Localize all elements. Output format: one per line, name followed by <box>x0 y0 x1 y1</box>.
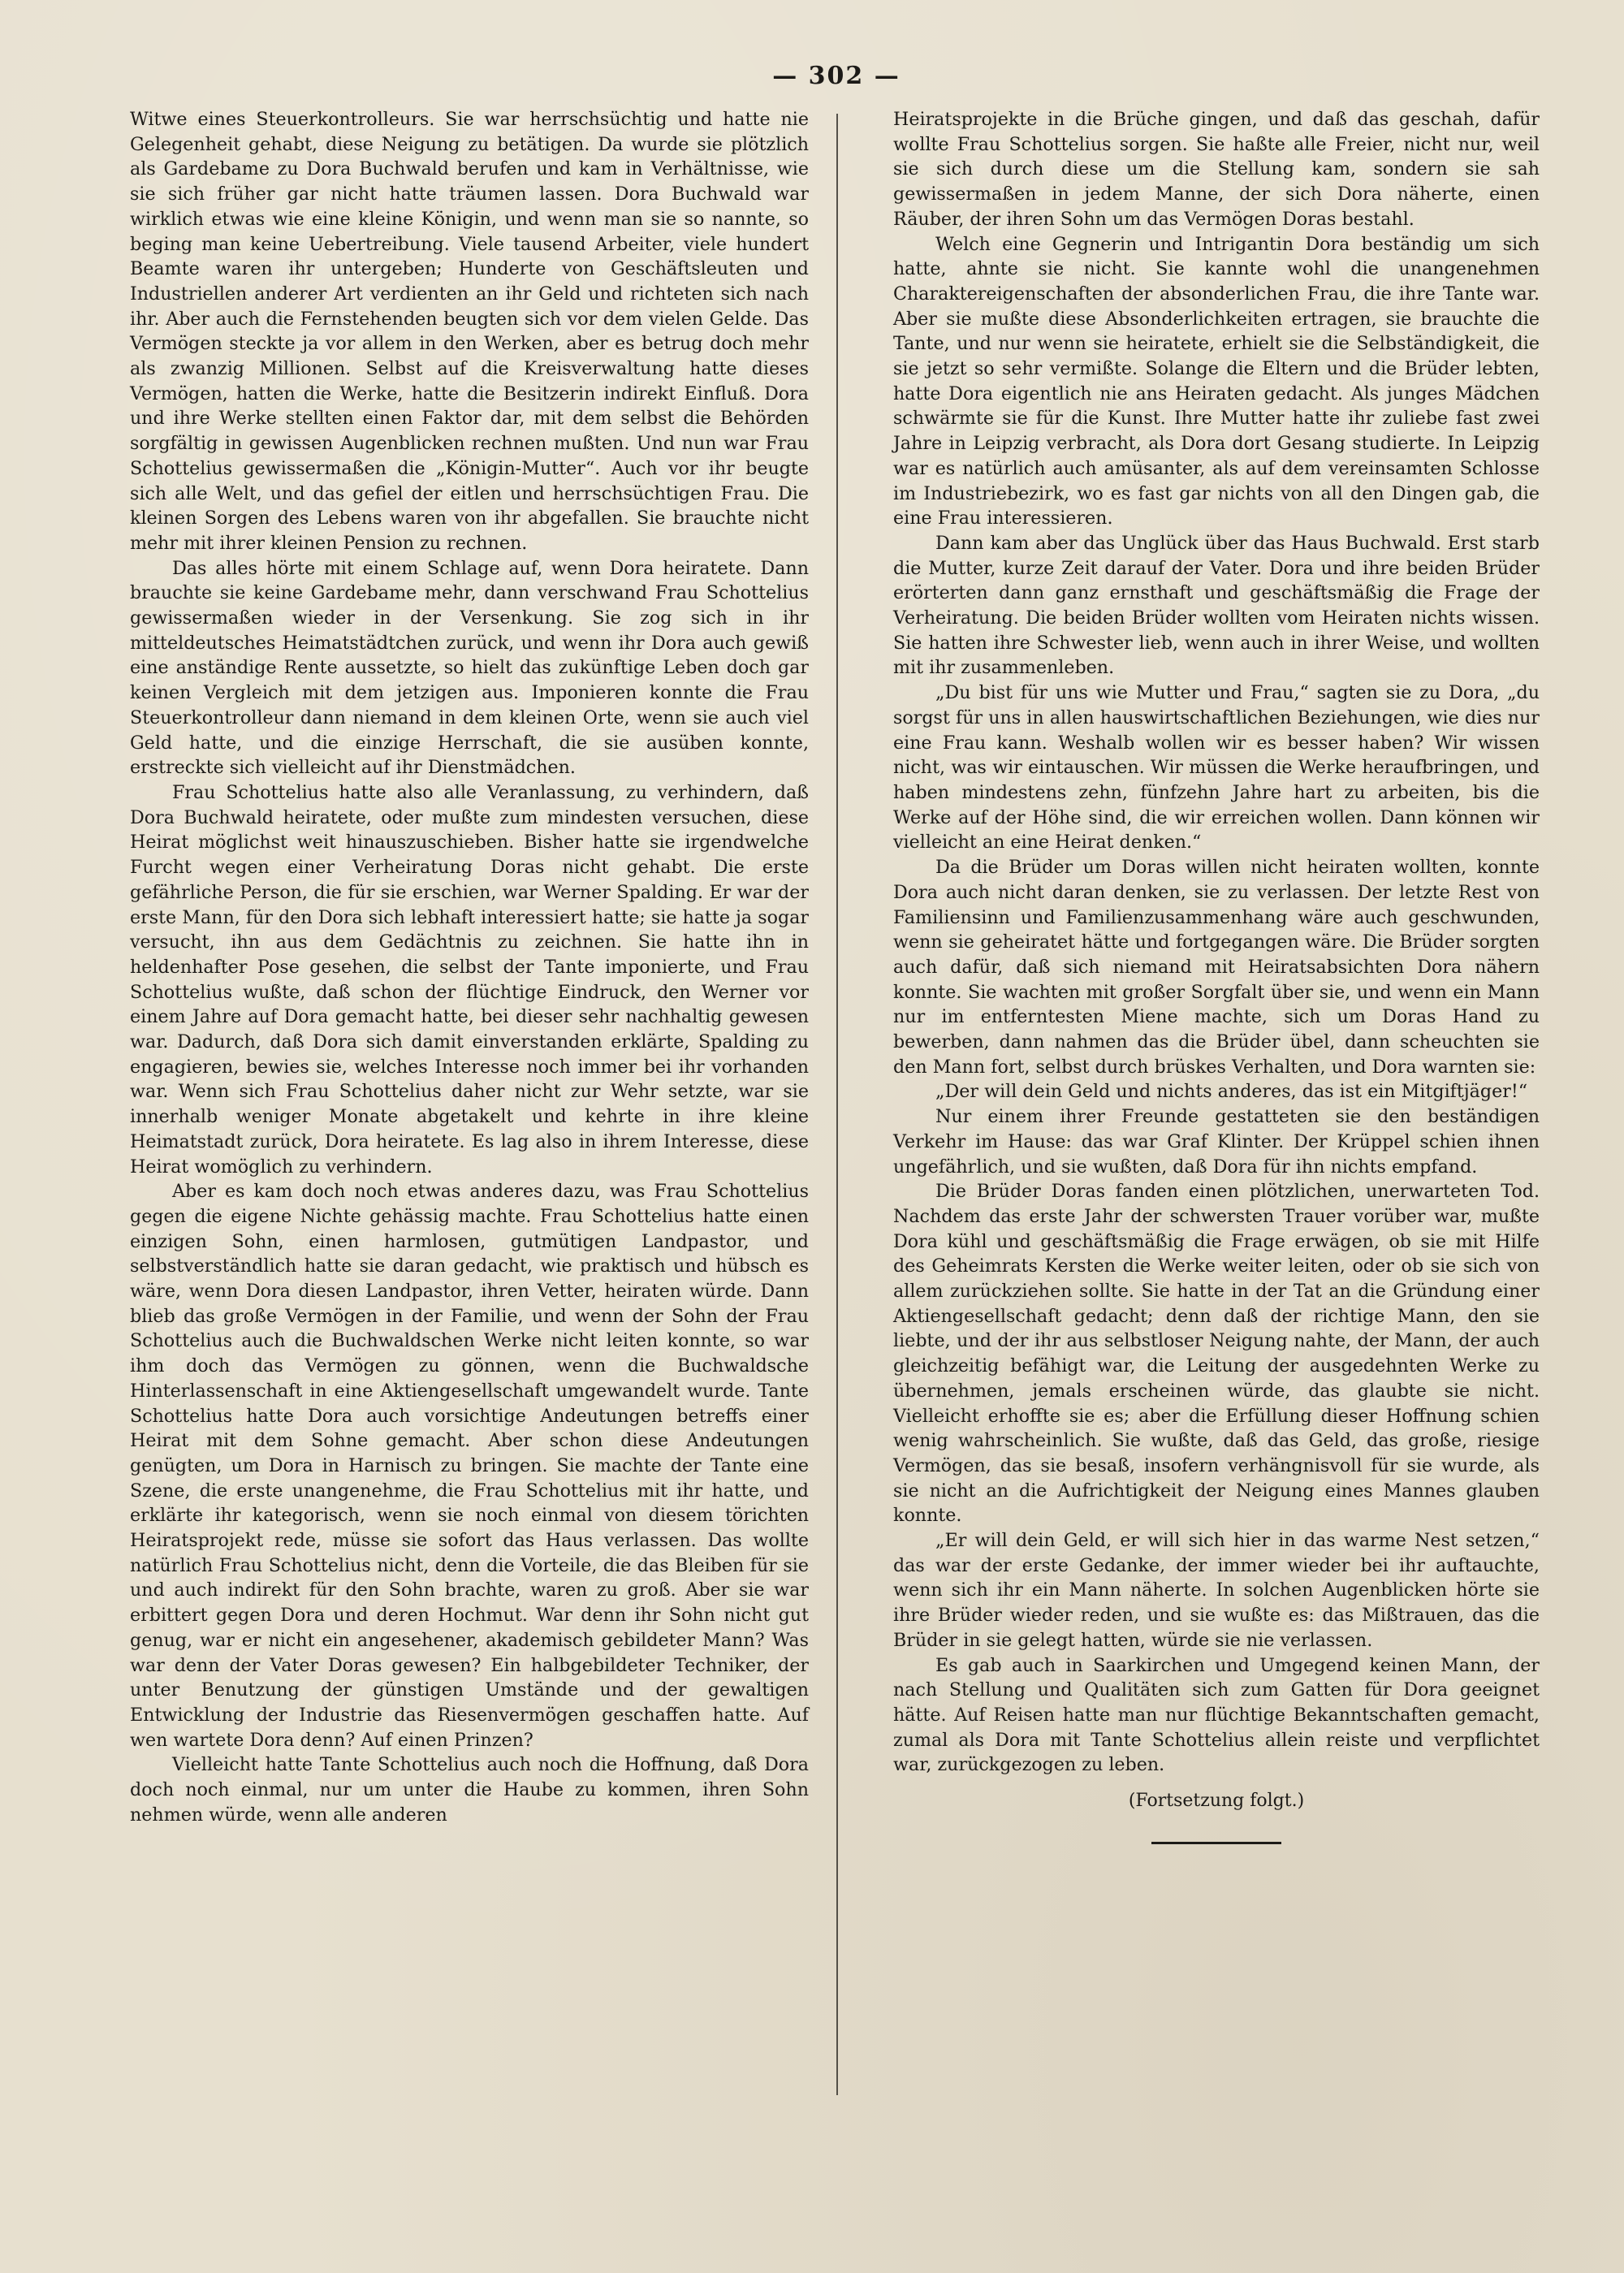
page-number: — 302 — <box>772 62 901 90</box>
column-divider <box>836 114 838 2095</box>
paragraph: Frau Schottelius hatte also alle Veranlassung, zu verhindern, daß Dora Buchwald heiratete, oder mußte zum mindesten versuchen, diese Heirat möglichst weit hinauszuschieben. Bisher hatte sie irgendwelche Furcht wegen einer Verheiratung Doras nicht gehabt. Die erste gefährliche Person, die für sie erschien, war Werner Spalding. Er war der erste Mann, für den Dora sich lebhaft interessiert hatte; sie hatte ja sogar versucht, ihn aus dem Gedächtnis zu zeichnen. Sie hatte ihn in heldenhafter Pose gesehen, die selbst der Tante imponierte, und Frau Schottelius wußte, daß schon der flüchtige Eindruck, den Werner vor einem Jahre auf Dora gemacht hatte, bei dieser sehr nachhaltig gewesen war. Dadurch, daß Dora sich damit einverstanden erklärte, Spalding zu engagieren, bewies sie, welches Interesse noch immer bei ihr vorhanden war. Wenn sich Frau Schottelius daher nicht zur Wehr setzte, war sie innerhalb weniger Monate abgetakelt und kehrte in ihre kleine Heimatstadt zurück, Dora heiratete. Es lag also in ihrem Interesse, diese Heirat womöglich zu verhindern. <box>130 781 809 1178</box>
end-rule <box>1151 1842 1281 1844</box>
continuation-note: (Fortsetzung folgt.) <box>1128 1791 1305 1812</box>
paragraph: Dann kam aber das Unglück über das Haus Buchwald. Erst starb die Mutter, kurze Zeit darauf der Vater. Dora und ihre beiden Brüder erörterten dann ganz ernsthaft und geschäftsmäßig die Frage der Verheiratung. Die beiden Brüder wollten vom Heiraten nichts wissen. Sie hatten ihre Schwester lieb, wenn auch in ihrer Weise, und wollten mit ihr zusammenleben. <box>893 532 1540 679</box>
paragraph: Witwe eines Steuerkontrolleurs. Sie war herrschsüchtig und hatte nie Gelegenheit gehabt, diese Neigung zu betätigen. Da wurde sie plötzlich als Gardebame zu Dora Buchwald berufen und kam in Verhältnisse, wie sie sich früher gar nicht hatte träumen lassen. Dora Buchwald war wirklich etwas wie eine kleine Königin, und wenn man sie so nannte, so beging man keine Uebertreibung. Viele tausend Arbeiter, viele hundert Beamte waren ihr untergeben; Hunderte von Geschäftsleuten und Industriellen anderer Art verdienten an ihr Geld und richteten sich nach ihr. Aber auch die Fernstehenden beugten sich vor dem vielen Gelde. Das Vermögen steckte ja vor allem in den Werken, aber es betrug doch mehr als zwanzig Millionen. Selbst auf die Kreisverwaltung hatte dieses Vermögen, hatten die Werke, hatte die Besitzerin indirekt Einfluß. Dora und ihre Werke stellten einen Faktor dar, mit dem selbst die Behörden sorgfältig in gewissen Augenblicken rechnen mußten. Und nun war Frau Schottelius gewissermaßen die „Königin-Mutter“. Auch vor ihr beugte sich alle Welt, und das gefiel der eitlen und herrschsüchtigen Frau. Die kleinen Sorgen des Lebens waren von ihr abgefallen. Sie brauchte nicht mehr mit ihrer kleinen Pension zu rechnen. <box>130 109 809 554</box>
right-column <box>893 107 1540 1844</box>
paragraph: Da die Brüder um Doras willen nicht heiraten wollten, konnte Dora auch nicht daran denken, sie zu verlassen. Der letzte Rest von Familiensinn und Familienzusammenhang wäre auch geschwunden, wenn sie geheiratet hätte und fortgegangen wäre. Die Brüder sorgten auch dafür, daß sich niemand mit Heiratsabsichten Dora nähern konnte. Sie wachten mit großer Sorgfalt über sie, und wenn ein Mann nur im entferntesten Miene machte, sich um Doras Hand zu bewerben, dann nahmen das die Brüder übel, dann scheuchten sie den Mann fort, selbst durch brüskes Verhalten, und Dora warnten sie: <box>893 857 1540 1078</box>
paragraph: Die Brüder Doras fanden einen plötzlichen, unerwarteten Tod. Nachdem das erste Jahr der schwersten Trauer vorüber war, mußte Dora kühl und geschäftsmäßig die Frage erwägen, ob sie mit Hilfe des Geheimrats Kersten die Werke weiter leiten, oder ob sie sich von allem zurückziehen sollte. Sie hatte in der Tat an die Gründung einer Aktiengesellschaft gedacht; denn daß der richtige Mann, den sie liebte, und der ihr aus selbstloser Neigung nahte, der Mann, der auch gleichzeitig befähigt war, die Leitung der ausgedehnten Werke zu übernehmen, jemals erscheinen würde, das glaubte sie nicht. Vielleicht erhoffte sie es; aber die Erfüllung dieser Hoffnung schien wenig wahrscheinlich. Sie wußte, daß das Geld, das große, riesige Vermögen, das sie besaß, insofern verhängnisvoll für sie wurde, als sie nicht an die Aufrichtigkeit der Neigung eines Mannes glauben konnte. <box>893 1181 1540 1527</box>
paragraph: Es gab auch in Saarkirchen und Umgegend keinen Mann, der nach Stellung und Qualitäten sich zum Gatten für Dora geeignet hätte. Auf Reisen hatte man nur flüchtige Bekanntschaften gemacht, zumal als Dora mit Tante Schottelius allein reiste und verpflichtet war, zurückgezogen zu leben. <box>893 1654 1540 1776</box>
paragraph: Vielleicht hatte Tante Schottelius auch noch die Hoffnung, daß Dora doch noch einmal, nur um unter die Haube zu kommen, ihren Sohn nehmen würde, wenn alle anderen <box>130 1754 809 1826</box>
paragraph: „Er will dein Geld, er will sich hier in das warme Nest setzen,“ das war der erste Gedanke, der immer wieder bei ihr auftauchte, wenn sich ihr ein Mann näherte. In solchen Augenblicken hörte sie ihre Brüder wieder reden, und sie wußte es: das Mißtrauen, das die Brüder in sie gelegt hatten, würde sie nie verlassen. <box>893 1530 1540 1651</box>
paragraph: Aber es kam doch noch etwas anderes dazu, was Frau Schottelius gegen die eigene Nichte gehässig machte. Frau Schottelius hatte einen einzigen Sohn, einen harmlosen, gutmütigen Landpastor, und selbstverständlich hatte sie daran gedacht, wie praktisch und hübsch es wäre, wenn Dora diesen Landpastor, ihren Vetter, heiraten würde. Dann blieb das große Vermögen in der Familie, und wenn der Sohn der Frau Schottelius auch die Buchwaldschen Werke nicht leiten konnte, so war ihm doch das Vermögen zu gönnen, wenn die Buchwaldsche Hinterlassenschaft in eine Aktiengesellschaft umgewandelt wurde. Tante Schottelius hatte Dora auch vorsichtige Andeutungen betreffs einer Heirat mit dem Sohne gemacht. Aber schon diese Andeutungen genügten, um Dora in Harnisch zu bringen. Sie machte der Tante eine Szene, die erste unangenehme, die Frau Schottelius mit ihr hatte, und erklärte ihr kategorisch, wenn sie noch einmal von diesem törichten Heiratsprojekt rede, müsse sie sofort das Haus verlassen. Das wollte natürlich Frau Schottelius nicht, denn die Vorteile, die das Bleiben für sie und auch indirekt für den Sohn brachte, waren zu groß. Aber sie war erbittert gegen Dora und deren Hochmut. War denn ihr Sohn nicht gut genug, war er nicht ein angesehener, akademisch gebildeter Mann? Was war denn der Vater Doras gewesen? Ein halbgebildeter Techniker, der unter Benutzung der günstigen Umstände und der gewaltigen Entwicklung der Industrie das Riesenvermögen geschaffen hatte. Auf wen wartete Dora denn? Auf einen Prinzen? <box>130 1181 809 1751</box>
paragraph: „Du bist für uns wie Mutter und Frau,“ sagten sie zu Dora, „du sorgst für uns in allen hauswirtschaftlichen Beziehungen, wie dies nur eine Frau kann. Weshalb wollen wir es besser haben? Wir wissen nicht, was wir eintauschen. Wir müssen die Werke heraufbringen, und haben mindestens zehn, fünfzehn Jahre hart zu arbeiten, bis die Werke auf der Höhe sind, die wir erreichen wollen. Dann können wir vielleicht an eine Heirat denken.“ <box>893 682 1540 853</box>
paragraph: Das alles hörte mit einem Schlage auf, wenn Dora heiratete. Dann brauchte sie keine Gardebame mehr, dann verschwand Frau Schottelius gewissermaßen wieder in der Versenkung. Sie zog sich in ihr mitteldeutsches Heimatstädtchen zurück, und wenn ihr Dora auch gewiß eine anständige Rente aussetzte, so hielt das zukünftige Leben doch gar keinen Vergleich mit dem jetzigen aus. Imponieren konnte die Frau Steuerkontrolleur dann niemand in dem kleinen Orte, wenn sie auch viel Geld hatte, und die einzige Herrschaft, die sie ausüben konnte, erstreckte sich vielleicht auf ihr Dienstmädchen. <box>130 557 809 779</box>
paragraph: Nur einem ihrer Freunde gestatteten sie den beständigen Verkehr im Hause: das war Graf Klinter. Der Krüppel schien ihnen ungefährlich, und sie wußten, daß Dora für ihn nichts empfand. <box>893 1106 1540 1178</box>
paragraph: Heiratsprojekte in die Brüche gingen, und daß das geschah, dafür wollte Frau Schottelius sorgen. Sie haßte alle Freier, nicht nur, weil sie sich durch diese um die Stellung kam, sondern sie sah gewissermaßen in jedem Manne, der sich Dora näherte, einen Räuber, der ihren Sohn um das Vermögen Doras bestahl. <box>893 109 1540 230</box>
left-column <box>130 107 809 1828</box>
paragraph: „Der will dein Geld und nichts anderes, das ist ein Mitgiftjäger!“ <box>935 1081 1528 1103</box>
paragraph: Welch eine Gegnerin und Intrigantin Dora beständig um sich hatte, ahnte sie nicht. Sie kannte wohl die unangenehmen Charaktereigenschaften der absonderlichen Frau, die ihre Tante war. Aber sie mußte diese Absonderlichkeiten ertragen, sie brauchte die Tante, und nur wenn sie heiratete, erhielt sie die Selbständigkeit, die sie jetzt so sehr vermißte. Solange die Eltern und die Brüder lebten, hatte Dora eigentlich nie ans Heiraten gedacht. Als junges Mädchen schwärmte sie für die Kunst. Ihre Mutter hatte ihr zuliebe fast zwei Jahre in Leipzig verbracht, als Dora dort Gesang studierte. In Leipzig war es natürlich auch amüsanter, als auf dem vereinsamten Schlosse im Industriebezirk, wo es fast gar nichts von all den Dingen gab, die eine Frau interessieren. <box>893 233 1540 529</box>
